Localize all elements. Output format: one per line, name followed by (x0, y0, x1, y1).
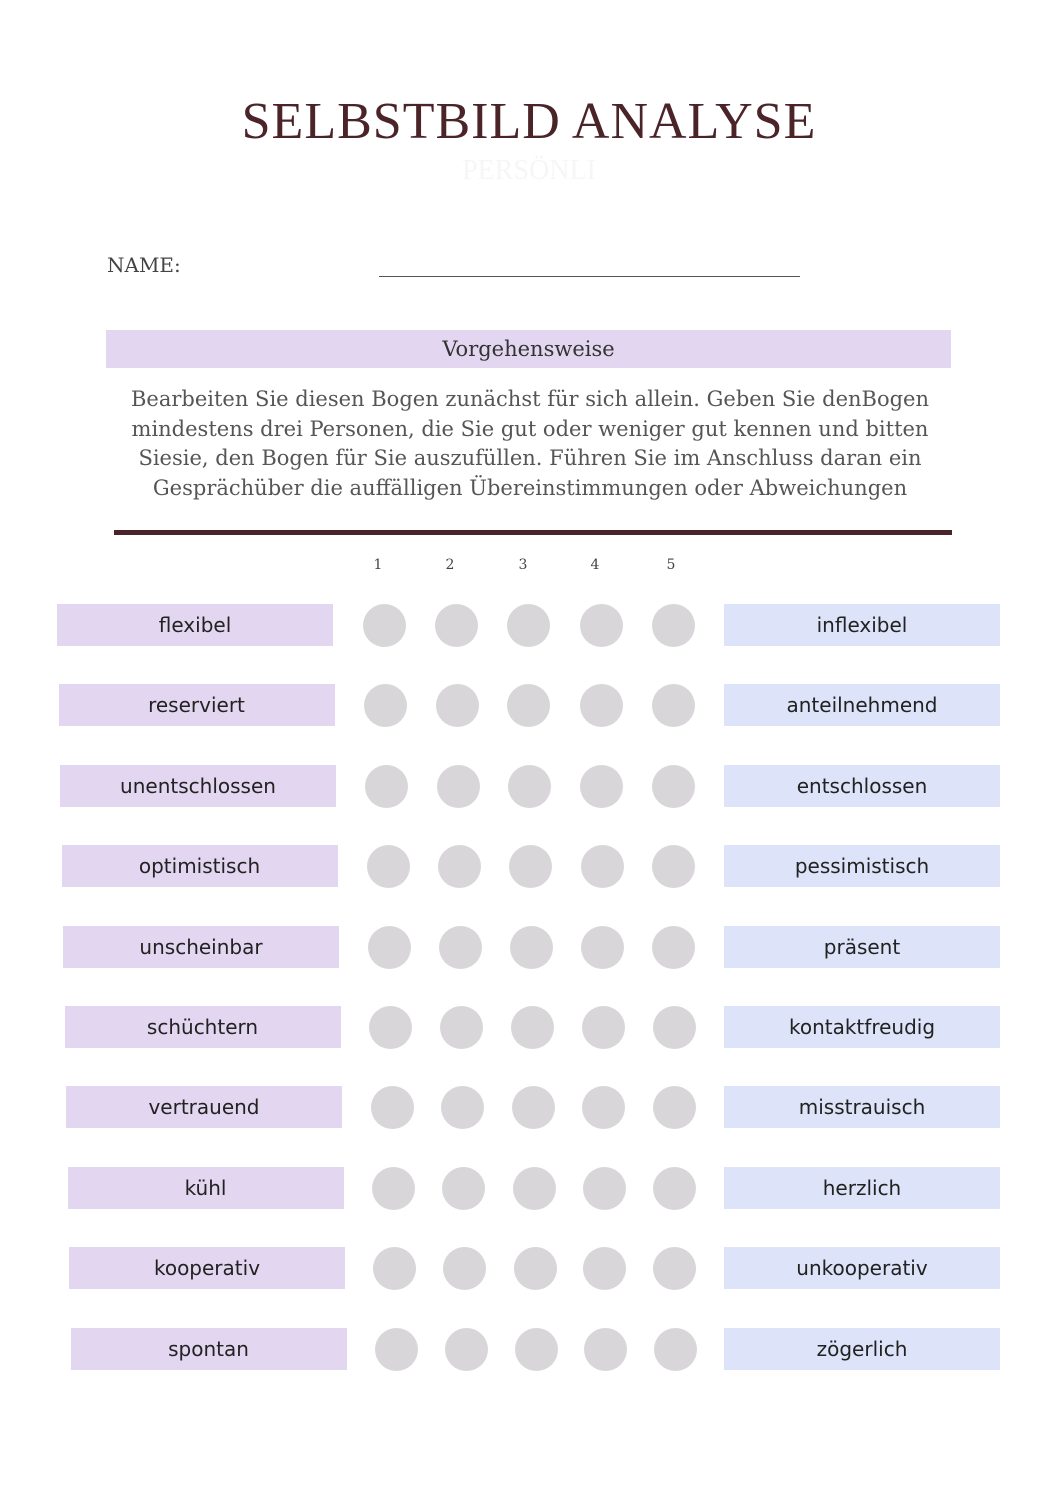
scale-number-2: 2 (445, 557, 455, 573)
rating-circle-1[interactable] (369, 1006, 412, 1049)
rating-circle-3[interactable] (507, 604, 550, 647)
rating-circle-1[interactable] (375, 1328, 418, 1371)
left-trait-label: reserviert (59, 684, 335, 726)
left-trait-label: optimistisch (62, 845, 338, 887)
rating-circle-5[interactable] (652, 845, 695, 888)
left-trait-label: spontan (71, 1328, 347, 1370)
right-trait-label: herzlich (724, 1167, 1000, 1209)
rating-row (0, 1086, 1058, 1128)
name-label: NAME: (107, 253, 181, 277)
rating-row (0, 1167, 1058, 1209)
rating-circle-5[interactable] (652, 926, 695, 969)
rating-circle-4[interactable] (581, 926, 624, 969)
rating-circle-3[interactable] (512, 1086, 555, 1129)
scale-number-5: 5 (666, 557, 676, 573)
rating-row (0, 684, 1058, 726)
rating-circle-2[interactable] (445, 1328, 488, 1371)
rating-circle-3[interactable] (511, 1006, 554, 1049)
rating-circle-5[interactable] (654, 1328, 697, 1371)
right-trait-label: entschlossen (724, 765, 1000, 807)
left-trait-label: schüchtern (65, 1006, 341, 1048)
rating-circle-5[interactable] (653, 1167, 696, 1210)
rating-circle-5[interactable] (653, 1006, 696, 1049)
rating-row (0, 1006, 1058, 1048)
faded-subtitle: PERSÖNLI (462, 155, 596, 186)
rating-circle-4[interactable] (580, 684, 623, 727)
rating-circle-1[interactable] (371, 1086, 414, 1129)
rating-circle-2[interactable] (440, 1006, 483, 1049)
right-trait-label: unkooperativ (724, 1247, 1000, 1289)
divider (114, 530, 952, 535)
rating-circle-5[interactable] (652, 604, 695, 647)
rating-circle-4[interactable] (582, 1086, 625, 1129)
rating-circle-2[interactable] (437, 765, 480, 808)
rating-circle-1[interactable] (363, 604, 406, 647)
rating-circle-2[interactable] (435, 604, 478, 647)
right-trait-label: inflexibel (724, 604, 1000, 646)
rating-circle-5[interactable] (653, 1247, 696, 1290)
rating-row (0, 926, 1058, 968)
name-input-line[interactable] (379, 276, 800, 277)
left-trait-label: flexibel (57, 604, 333, 646)
right-trait-label: anteilnehmend (724, 684, 1000, 726)
rating-circle-3[interactable] (507, 684, 550, 727)
rating-circle-1[interactable] (372, 1167, 415, 1210)
right-trait-label: präsent (724, 926, 1000, 968)
rating-row (0, 1328, 1058, 1370)
rating-circle-1[interactable] (373, 1247, 416, 1290)
rating-circle-2[interactable] (438, 845, 481, 888)
rating-circle-4[interactable] (584, 1328, 627, 1371)
rating-row (0, 604, 1058, 646)
right-trait-label: misstrauisch (724, 1086, 1000, 1128)
right-trait-label: kontaktfreudig (724, 1006, 1000, 1048)
rating-row (0, 765, 1058, 807)
rating-circle-4[interactable] (583, 1247, 626, 1290)
rating-circle-1[interactable] (368, 926, 411, 969)
rating-circle-2[interactable] (436, 684, 479, 727)
rating-circle-3[interactable] (515, 1328, 558, 1371)
left-trait-label: kühl (68, 1167, 344, 1209)
rating-circle-4[interactable] (583, 1167, 626, 1210)
procedure-text: Bearbeiten Sie diesen Bogen zunächst für sich allein. Geben Sie denBogen mindestens drei Personen, die Sie gut oder weniger gut kennen und bitten Siesie, den Bogen für Sie auszufüllen. Führen Sie im Anschluss daran ein Gesprächüber die auffälligen Übereinstimmungen oder Abweichungen (130, 387, 929, 500)
scale-number-4: 4 (590, 557, 600, 573)
left-trait-label: unentschlossen (60, 765, 336, 807)
rating-circle-2[interactable] (439, 926, 482, 969)
rating-circle-1[interactable] (367, 845, 410, 888)
right-trait-label: pessimistisch (724, 845, 1000, 887)
page-title: SELBSTBILD ANALYSE (241, 93, 817, 150)
rating-circle-2[interactable] (441, 1086, 484, 1129)
procedure-heading: Vorgehensweise (106, 330, 951, 368)
rating-circle-3[interactable] (509, 845, 552, 888)
rating-circle-4[interactable] (580, 765, 623, 808)
left-trait-label: kooperativ (69, 1247, 345, 1289)
rating-circle-2[interactable] (442, 1167, 485, 1210)
scale-number-1: 1 (373, 557, 383, 573)
rating-circle-3[interactable] (513, 1167, 556, 1210)
rating-circle-4[interactable] (580, 604, 623, 647)
rating-circle-2[interactable] (443, 1247, 486, 1290)
rating-circle-4[interactable] (581, 845, 624, 888)
rating-circle-5[interactable] (652, 765, 695, 808)
rating-circle-5[interactable] (652, 684, 695, 727)
left-trait-label: unscheinbar (63, 926, 339, 968)
rating-circle-3[interactable] (514, 1247, 557, 1290)
rating-row (0, 1247, 1058, 1289)
left-trait-label: vertrauend (66, 1086, 342, 1128)
scale-number-3: 3 (518, 557, 528, 573)
rating-circle-1[interactable] (365, 765, 408, 808)
rating-circle-5[interactable] (653, 1086, 696, 1129)
rating-circle-1[interactable] (364, 684, 407, 727)
right-trait-label: zögerlich (724, 1328, 1000, 1370)
rating-circle-4[interactable] (582, 1006, 625, 1049)
rating-circle-3[interactable] (508, 765, 551, 808)
rating-row (0, 845, 1058, 887)
rating-circle-3[interactable] (510, 926, 553, 969)
